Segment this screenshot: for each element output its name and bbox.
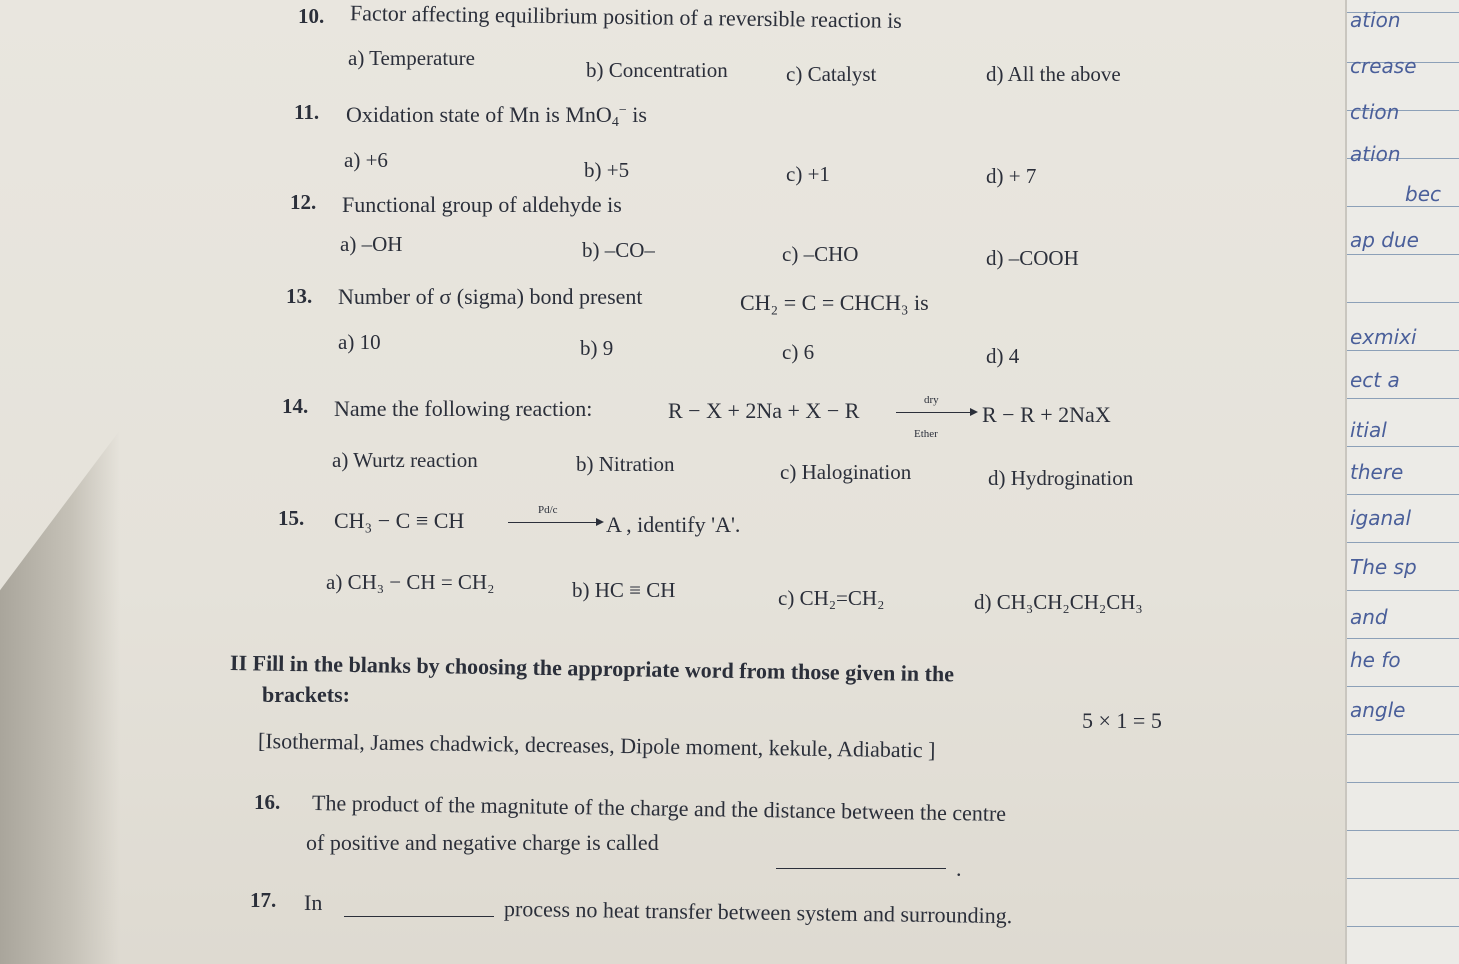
question-number: 12. [290,190,317,214]
reaction-condition-top: Pd/c [538,504,558,516]
reaction-condition-top: dry [924,394,939,406]
section-marks: 5 × 1 = 5 [1082,708,1162,733]
margin-note: ation [1350,142,1401,166]
reaction-left: R − X + 2Na + X − R [668,398,860,423]
option-c: c) –CHO [782,242,859,266]
option-c: c) 6 [782,340,815,364]
question-number: 10. [298,4,325,28]
option-d: d) + 7 [986,164,1037,188]
margin-note: ap due [1350,228,1419,252]
option-a: a) +6 [344,148,388,172]
option-b: b) 9 [580,336,614,360]
margin-note: there [1350,460,1404,484]
option-d: d) Hydrogination [988,466,1134,490]
reaction-arrow [508,522,602,523]
word-bank: [Isothermal, James chadwick, decreases, Dipole moment, kekule, Adiabatic ] [257,728,936,763]
answer-blank[interactable] [776,868,946,869]
question-text: A , identify 'A'. [606,512,741,537]
option-c: c) Catalyst [786,62,877,86]
option-d: d) –COOH [986,246,1079,270]
margin-note: exmixi [1350,325,1417,349]
margin-note: he fo [1350,648,1401,672]
reaction-right: R − R + 2NaX [982,402,1111,427]
answer-blank[interactable] [344,916,494,917]
option-c: c) CH₂=CH₂ [778,586,885,610]
section-heading: II Fill in the blanks by choosing the appropriate word from those given in the [229,650,955,687]
margin-note: angle [1350,698,1406,722]
section-heading-cont: brackets: [262,682,350,707]
option-b: b) –CO– [582,238,655,262]
option-b: b) Concentration [586,58,728,82]
reaction-arrow [896,412,976,413]
option-a: a) –OH [340,232,403,256]
margin-note: ect a [1350,368,1400,392]
question-text: Factor affecting equilibrium position of a reversible reaction is [349,0,903,33]
question-text: process no heat transfer between system and surrounding. [503,896,1013,929]
margin-note: ation [1350,8,1401,32]
option-a: a) 10 [338,330,381,354]
margin-note: iganal [1350,506,1411,530]
question-number: 14. [282,394,309,418]
option-a: a) CH₃ − CH = CH₂ [326,570,495,594]
option-b: b) HC ≡ CH [572,578,676,602]
question-number: 17. [250,888,277,912]
question-prefix: In [304,890,323,915]
question-text: The product of the magnitute of the charge and the distance between the centre [311,790,1007,826]
margin-note: and [1350,605,1388,629]
margin-note: itial [1350,418,1387,442]
option-d: d) 4 [986,344,1020,368]
margin-note: ction [1350,100,1400,124]
option-c: c) Halogination [780,460,912,484]
question-number: 11. [294,100,320,124]
option-d: d) CH₃CH₂CH₂CH₃ [974,590,1143,614]
option-b: b) +5 [584,158,630,182]
margin-note: crease [1350,54,1417,78]
margin-note: bec [1405,182,1441,206]
reaction-condition-bottom: Ether [914,428,938,440]
question-text: Name the following reaction: [334,396,593,421]
question-number: 15. [278,506,305,530]
option-b: b) Nitration [576,452,675,476]
question-text: Number of σ (sigma) bond present [338,284,643,309]
question-text-cont: of positive and negative charge is called [306,830,659,855]
question-formula: CH₂ = C = CHCH₃ is [740,290,929,315]
option-d: d) All the above [986,62,1121,86]
question-end: . [956,856,962,881]
option-c: c) +1 [786,162,830,186]
margin-note: The sp [1350,555,1417,579]
option-a: a) Temperature [348,46,475,70]
question-number: 16. [254,790,281,814]
question-number: 13. [286,284,313,308]
question-text: Oxidation state of Mn is MnO$_4$− is [346,102,647,130]
option-a: a) Wurtz reaction [332,448,478,472]
question-formula: CH₃ − C ≡ CH [334,508,465,533]
question-text: Functional group of aldehyde is [342,192,622,217]
